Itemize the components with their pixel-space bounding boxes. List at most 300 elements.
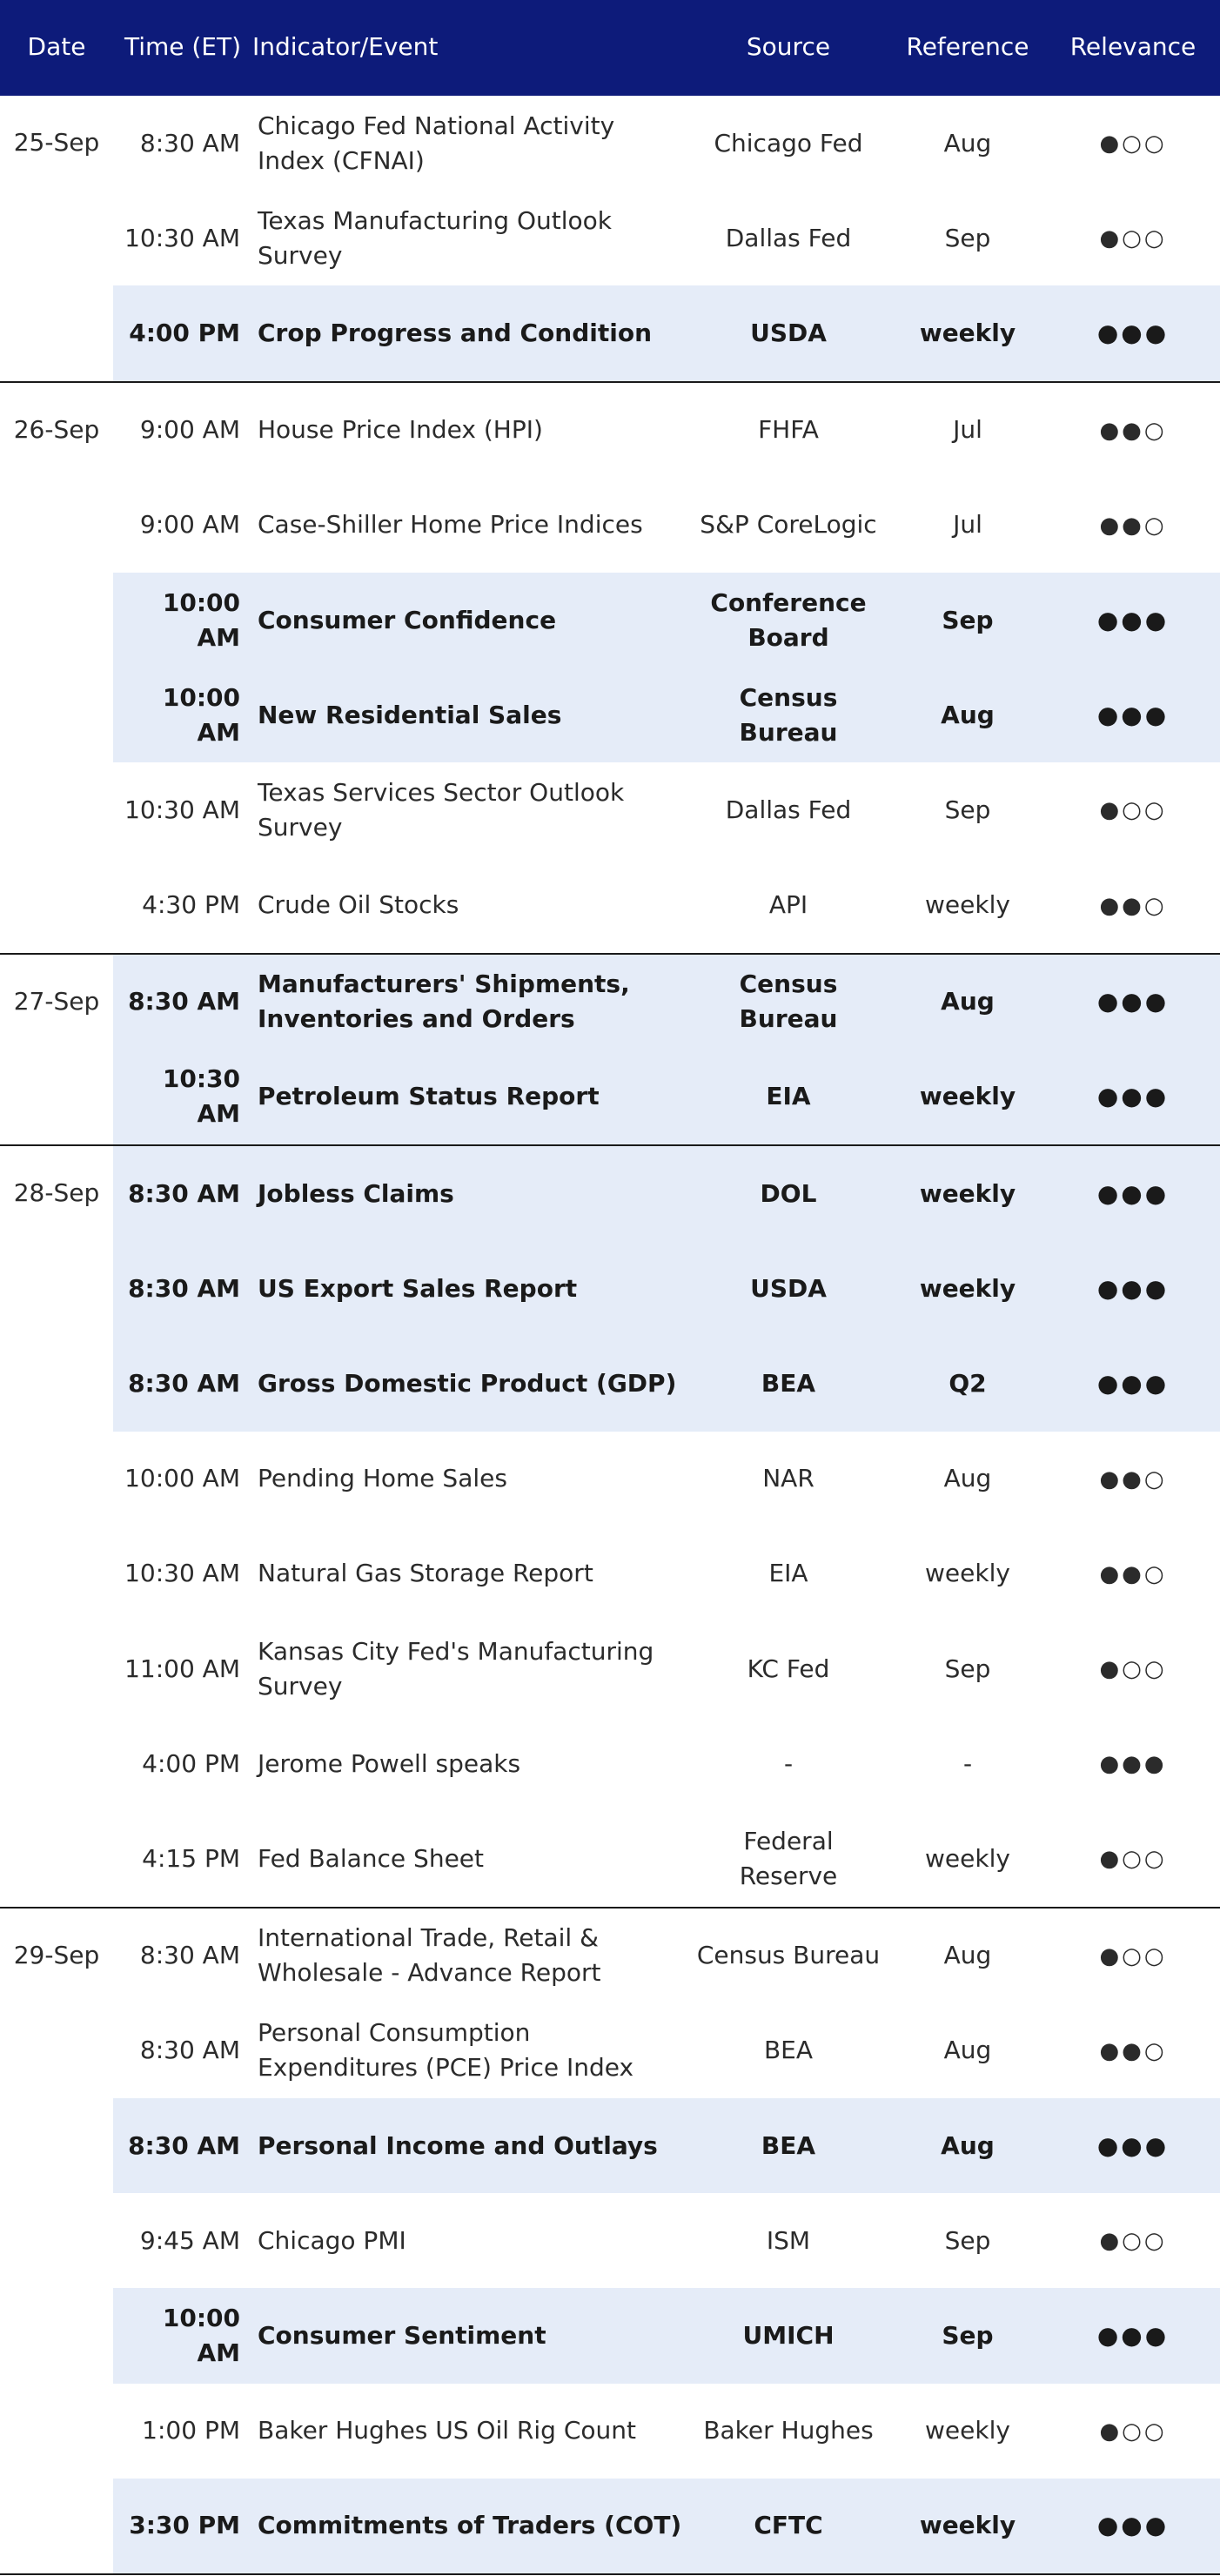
event-cell-text: Kansas City Fed's Manufacturing Survey xyxy=(258,1636,654,1701)
event-cell xyxy=(252,95,687,191)
reference-cell-text: Sep xyxy=(944,2225,991,2255)
header-reference: Reference xyxy=(889,0,1046,95)
relevance-dots: ●●● xyxy=(1099,1751,1167,1778)
event-cell-text: International Trade, Retail & Wholesale - Advance Report xyxy=(258,1923,601,1988)
reference-cell-text: Aug xyxy=(943,1464,992,1493)
relevance-cell xyxy=(1046,2479,1220,2574)
source-cell-text: API xyxy=(768,890,808,920)
table-row xyxy=(0,2098,1220,2193)
reference-cell-text: Aug xyxy=(943,1941,992,1970)
date-cell xyxy=(0,478,113,573)
header-time: Time (ET) xyxy=(113,0,252,95)
time-cell-text: 8:30 AM xyxy=(128,1369,240,1399)
time-cell-text: 8:30 AM xyxy=(128,1273,240,1303)
event-cell-text: Chicago PMI xyxy=(258,2225,406,2255)
table-row xyxy=(0,2193,1220,2288)
date-cell xyxy=(0,2193,113,2288)
table-row xyxy=(0,1145,1220,1241)
relevance-dots: ●●● xyxy=(1096,1178,1170,1208)
table-row xyxy=(0,1811,1220,1907)
table-row xyxy=(0,2384,1220,2479)
source-cell-text: USDA xyxy=(750,318,827,347)
event-cell-text: Chicago Fed National Activity Index (CFNAI) xyxy=(258,111,615,175)
source-cell-text: Census Bureau xyxy=(696,1941,881,1970)
source-cell-text: Census Bureau xyxy=(739,969,838,1034)
relevance-dots: ●○○ xyxy=(1099,1942,1167,1969)
header-row xyxy=(0,0,1220,95)
time-cell-text: 8:30 AM xyxy=(128,987,240,1016)
table-row xyxy=(0,1432,1220,1526)
reference-cell-text: weekly xyxy=(925,2416,1010,2445)
time-cell-text: 10:30 AM xyxy=(124,1559,240,1588)
time-cell xyxy=(113,573,252,667)
date-cell xyxy=(0,1908,113,2003)
reference-cell xyxy=(889,478,1046,573)
reference-cell xyxy=(889,285,1046,381)
source-cell xyxy=(687,1145,889,1241)
event-cell-text: Commitments of Traders (COT) xyxy=(258,2511,682,2540)
reference-cell xyxy=(889,2193,1046,2288)
relevance-dots: ●○○ xyxy=(1099,131,1167,158)
time-cell-text: 4:00 PM xyxy=(129,318,240,347)
reference-cell xyxy=(889,1811,1046,1907)
event-cell-text: Jerome Powell speaks xyxy=(258,1748,521,1778)
header-event: Indicator/Event xyxy=(252,0,687,95)
source-cell-text: KC Fed xyxy=(747,1654,830,1683)
date-cell xyxy=(0,1621,113,1716)
source-cell-text: - xyxy=(783,1748,794,1778)
relevance-cell xyxy=(1046,1811,1220,1907)
event-cell-text: Consumer Confidence xyxy=(258,605,557,634)
source-cell xyxy=(687,2384,889,2479)
time-cell-text: 8:30 AM xyxy=(139,2036,240,2065)
event-cell-text: Gross Domestic Product (GDP) xyxy=(258,1369,677,1399)
source-cell xyxy=(687,478,889,573)
reference-cell xyxy=(889,762,1046,857)
relevance-cell xyxy=(1046,1336,1220,1431)
date-cell xyxy=(0,1145,113,1241)
source-cell xyxy=(687,1811,889,1907)
relevance-dots: ●○○ xyxy=(1099,1846,1167,1873)
reference-cell-text: Jul xyxy=(953,415,982,445)
reference-cell-text: Sep xyxy=(944,1654,991,1683)
table-row xyxy=(0,2003,1220,2098)
event-cell-text: Jobless Claims xyxy=(258,1178,454,1208)
time-cell-text: 8:30 AM xyxy=(139,1941,240,1970)
relevance-dots: ●●● xyxy=(1096,1082,1170,1111)
event-cell xyxy=(252,762,687,857)
reference-cell xyxy=(889,1336,1046,1431)
event-cell xyxy=(252,573,687,667)
time-cell xyxy=(113,1432,252,1526)
time-cell xyxy=(113,954,252,1050)
source-cell xyxy=(687,2288,889,2383)
date-cell-text: 27-Sep xyxy=(13,986,100,1016)
relevance-cell xyxy=(1046,285,1220,381)
event-cell-text: Fed Balance Sheet xyxy=(258,1843,484,1873)
date-cell xyxy=(0,382,113,478)
time-cell xyxy=(113,1716,252,1811)
reference-cell xyxy=(889,954,1046,1050)
reference-cell-text: Sep xyxy=(942,2320,994,2350)
event-cell-text: Texas Manufacturing Outlook Survey xyxy=(258,205,612,270)
time-cell-text: 10:00 AM xyxy=(162,682,240,747)
time-cell-text: 10:30 AM xyxy=(162,1064,240,1129)
table-row xyxy=(0,1336,1220,1431)
table-row xyxy=(0,1716,1220,1811)
time-cell-text: 8:30 AM xyxy=(128,2130,240,2160)
event-cell xyxy=(252,1716,687,1811)
reference-cell xyxy=(889,2003,1046,2098)
relevance-cell xyxy=(1046,1908,1220,2003)
event-cell xyxy=(252,2384,687,2479)
source-cell-text: FHFA xyxy=(758,415,819,445)
source-cell xyxy=(687,667,889,762)
reference-cell xyxy=(889,1716,1046,1811)
relevance-dots: ●●● xyxy=(1096,2511,1170,2540)
time-cell-text: 4:00 PM xyxy=(142,1748,240,1778)
relevance-cell xyxy=(1046,858,1220,954)
date-cell xyxy=(0,1336,113,1431)
date-cell xyxy=(0,1432,113,1526)
date-cell xyxy=(0,1811,113,1907)
relevance-dots: ●●● xyxy=(1096,1273,1170,1303)
time-cell xyxy=(113,2098,252,2193)
source-cell-text: CFTC xyxy=(754,2511,823,2540)
relevance-cell xyxy=(1046,2288,1220,2383)
table-row xyxy=(0,1526,1220,1621)
event-cell-text: Personal Consumption Expenditures (PCE) Price Index xyxy=(258,2018,634,2083)
relevance-dots: ●●○ xyxy=(1099,1466,1167,1493)
relevance-cell xyxy=(1046,382,1220,478)
reference-cell xyxy=(889,191,1046,285)
table-header xyxy=(0,0,1220,95)
date-cell-text: 26-Sep xyxy=(13,414,100,444)
time-cell xyxy=(113,1526,252,1621)
source-cell-text: BEA xyxy=(763,2036,814,2065)
source-cell xyxy=(687,1336,889,1431)
table-row xyxy=(0,858,1220,954)
event-cell-text: Consumer Sentiment xyxy=(258,2320,546,2350)
source-cell xyxy=(687,1621,889,1716)
relevance-dots: ●○○ xyxy=(1099,2418,1167,2445)
source-cell xyxy=(687,2098,889,2193)
reference-cell xyxy=(889,1621,1046,1716)
source-cell-text: Federal Reserve xyxy=(739,1826,838,1890)
relevance-dots: ●●● xyxy=(1096,700,1170,729)
table-row xyxy=(0,954,1220,1050)
reference-cell xyxy=(889,1526,1046,1621)
source-cell xyxy=(687,95,889,191)
time-cell xyxy=(113,1811,252,1907)
source-cell xyxy=(687,954,889,1050)
relevance-dots: ●●○ xyxy=(1099,2037,1167,2064)
table-row xyxy=(0,2288,1220,2383)
relevance-cell xyxy=(1046,2098,1220,2193)
reference-cell-text: weekly xyxy=(925,890,1010,920)
time-cell-text: 9:00 AM xyxy=(139,415,240,445)
event-cell xyxy=(252,2479,687,2574)
event-cell xyxy=(252,1908,687,2003)
time-cell-text: 10:00 AM xyxy=(162,2303,240,2367)
reference-cell-text: Aug xyxy=(943,128,992,158)
reference-cell xyxy=(889,573,1046,667)
time-cell xyxy=(113,2003,252,2098)
date-cell xyxy=(0,1716,113,1811)
header-source: Source xyxy=(687,0,889,95)
source-cell xyxy=(687,1241,889,1336)
source-cell xyxy=(687,762,889,857)
event-cell-text: Crude Oil Stocks xyxy=(258,890,459,920)
source-cell xyxy=(687,2479,889,2574)
date-cell xyxy=(0,191,113,285)
source-cell xyxy=(687,382,889,478)
relevance-dots: ●●● xyxy=(1096,318,1170,347)
date-cell xyxy=(0,667,113,762)
event-cell xyxy=(252,1526,687,1621)
date-cell-text: 25-Sep xyxy=(13,128,100,157)
date-cell xyxy=(0,954,113,1050)
time-cell xyxy=(113,2479,252,2574)
source-cell-text: NAR xyxy=(762,1464,814,1493)
source-cell-text: Census Bureau xyxy=(739,682,838,747)
reference-cell xyxy=(889,667,1046,762)
time-cell-text: 11:00 AM xyxy=(124,1654,240,1683)
time-cell-text: 10:30 AM xyxy=(124,223,240,252)
relevance-cell xyxy=(1046,762,1220,857)
date-cell xyxy=(0,2288,113,2383)
source-cell xyxy=(687,1050,889,1145)
time-cell xyxy=(113,858,252,954)
time-cell xyxy=(113,95,252,191)
date-cell xyxy=(0,762,113,857)
table-row xyxy=(0,382,1220,478)
date-cell xyxy=(0,1050,113,1145)
source-cell xyxy=(687,285,889,381)
date-cell xyxy=(0,95,113,191)
event-cell-text: House Price Index (HPI) xyxy=(258,415,543,445)
reference-cell-text: Aug xyxy=(941,700,995,729)
event-cell xyxy=(252,1241,687,1336)
time-cell xyxy=(113,382,252,478)
event-cell-text: New Residential Sales xyxy=(258,700,562,729)
reference-cell-text: weekly xyxy=(919,1082,1016,1111)
relevance-cell xyxy=(1046,1241,1220,1336)
time-cell-text: 10:30 AM xyxy=(124,795,240,824)
source-cell-text: USDA xyxy=(750,1273,827,1303)
date-cell xyxy=(0,858,113,954)
reference-cell xyxy=(889,382,1046,478)
table-row xyxy=(0,1621,1220,1716)
header-relevance: Relevance xyxy=(1046,0,1220,95)
reference-cell-text: Aug xyxy=(941,987,995,1016)
time-cell-text: 3:30 PM xyxy=(129,2511,240,2540)
table-row xyxy=(0,667,1220,762)
source-cell xyxy=(687,1716,889,1811)
time-cell xyxy=(113,1050,252,1145)
relevance-cell xyxy=(1046,2003,1220,2098)
relevance-dots: ●●● xyxy=(1096,2320,1170,2350)
relevance-cell xyxy=(1046,1050,1220,1145)
table-body xyxy=(0,95,1220,2574)
relevance-dots: ●●● xyxy=(1096,605,1170,634)
relevance-cell xyxy=(1046,954,1220,1050)
date-cell xyxy=(0,1526,113,1621)
reference-cell xyxy=(889,2098,1046,2193)
event-cell xyxy=(252,478,687,573)
time-cell-text: 4:30 PM xyxy=(142,890,240,920)
reference-cell-text: Sep xyxy=(944,223,991,252)
time-cell-text: 9:45 AM xyxy=(139,2225,240,2255)
source-cell-text: DOL xyxy=(760,1178,817,1208)
reference-cell-text: Aug xyxy=(941,2130,995,2160)
relevance-dots: ●●○ xyxy=(1099,512,1167,539)
reference-cell xyxy=(889,1145,1046,1241)
reference-cell-text: Aug xyxy=(943,2036,992,2065)
relevance-cell xyxy=(1046,2193,1220,2288)
event-cell-text: Natural Gas Storage Report xyxy=(258,1559,593,1588)
reference-cell xyxy=(889,2288,1046,2383)
event-cell-text: Manufacturers' Shipments, Inventories and Orders xyxy=(258,969,630,1034)
event-cell xyxy=(252,858,687,954)
event-cell-text: Baker Hughes US Oil Rig Count xyxy=(258,2416,636,2445)
reference-cell xyxy=(889,1241,1046,1336)
event-cell xyxy=(252,1145,687,1241)
event-cell xyxy=(252,954,687,1050)
relevance-dots: ●●○ xyxy=(1099,417,1167,444)
relevance-cell xyxy=(1046,1432,1220,1526)
time-cell-text: 10:00 AM xyxy=(162,587,240,652)
table-row xyxy=(0,2479,1220,2574)
date-cell xyxy=(0,2384,113,2479)
source-cell-text: Chicago Fed xyxy=(714,128,863,158)
time-cell xyxy=(113,1621,252,1716)
time-cell xyxy=(113,667,252,762)
reference-cell-text: Q2 xyxy=(949,1369,987,1399)
date-cell xyxy=(0,2003,113,2098)
source-cell-text: Dallas Fed xyxy=(725,223,852,252)
reference-cell-text: Sep xyxy=(942,605,994,634)
relevance-dots: ●●○ xyxy=(1099,892,1167,919)
relevance-dots: ●●● xyxy=(1096,2130,1170,2160)
relevance-dots: ●○○ xyxy=(1099,1656,1167,1683)
source-cell-text: EIA xyxy=(766,1082,811,1111)
time-cell xyxy=(113,1908,252,2003)
table-row xyxy=(0,1050,1220,1145)
relevance-cell xyxy=(1046,1145,1220,1241)
date-cell xyxy=(0,285,113,381)
relevance-dots: ●●● xyxy=(1096,1369,1170,1399)
source-cell xyxy=(687,1432,889,1526)
source-cell xyxy=(687,2003,889,2098)
event-cell-text: Petroleum Status Report xyxy=(258,1082,600,1111)
source-cell xyxy=(687,573,889,667)
relevance-cell xyxy=(1046,1716,1220,1811)
time-cell xyxy=(113,478,252,573)
source-cell-text: S&P CoreLogic xyxy=(700,510,877,540)
relevance-cell xyxy=(1046,1621,1220,1716)
reference-cell-text: - xyxy=(962,1748,973,1778)
reference-cell-text: weekly xyxy=(919,1178,1016,1208)
relevance-dots: ●○○ xyxy=(1099,2228,1167,2255)
reference-cell-text: Sep xyxy=(944,795,991,824)
relevance-cell xyxy=(1046,1526,1220,1621)
date-cell xyxy=(0,2098,113,2193)
relevance-cell xyxy=(1046,2384,1220,2479)
date-cell xyxy=(0,1241,113,1336)
time-cell-text: 8:30 AM xyxy=(139,128,240,158)
time-cell xyxy=(113,2384,252,2479)
reference-cell-text: weekly xyxy=(919,1273,1016,1303)
reference-cell-text: weekly xyxy=(919,318,1016,347)
relevance-cell xyxy=(1046,95,1220,191)
reference-cell xyxy=(889,1432,1046,1526)
time-cell xyxy=(113,1241,252,1336)
time-cell-text: 9:00 AM xyxy=(139,510,240,540)
reference-cell xyxy=(889,1050,1046,1145)
reference-cell xyxy=(889,2384,1046,2479)
time-cell xyxy=(113,2193,252,2288)
event-cell xyxy=(252,2193,687,2288)
table-row xyxy=(0,762,1220,857)
reference-cell xyxy=(889,1908,1046,2003)
table-row xyxy=(0,191,1220,285)
table-row xyxy=(0,1908,1220,2003)
event-cell-text: Personal Income and Outlays xyxy=(258,2130,658,2160)
reference-cell-text: Jul xyxy=(953,510,982,540)
time-cell xyxy=(113,1336,252,1431)
relevance-dots: ●●● xyxy=(1096,987,1170,1016)
time-cell xyxy=(113,1145,252,1241)
event-cell xyxy=(252,1621,687,1716)
relevance-cell xyxy=(1046,191,1220,285)
event-cell xyxy=(252,2098,687,2193)
reference-cell-text: weekly xyxy=(925,1843,1010,1873)
header-date: Date xyxy=(0,0,113,95)
time-cell xyxy=(113,762,252,857)
source-cell-text: Conference Board xyxy=(710,587,867,652)
event-cell-text: Crop Progress and Condition xyxy=(258,318,653,347)
date-cell-text: 29-Sep xyxy=(13,1940,100,1969)
event-cell xyxy=(252,382,687,478)
source-cell-text: UMICH xyxy=(742,2320,835,2350)
source-cell-text: ISM xyxy=(766,2225,811,2255)
event-cell-text: Case-Shiller Home Price Indices xyxy=(258,510,643,540)
source-cell xyxy=(687,1526,889,1621)
date-cell xyxy=(0,573,113,667)
event-cell xyxy=(252,191,687,285)
event-cell xyxy=(252,1811,687,1907)
time-cell-text: 10:00 AM xyxy=(124,1464,240,1493)
event-cell xyxy=(252,2288,687,2383)
date-cell xyxy=(0,2479,113,2574)
relevance-cell xyxy=(1046,667,1220,762)
relevance-dots: ●●○ xyxy=(1099,1560,1167,1587)
source-cell-text: Dallas Fed xyxy=(725,795,852,824)
time-cell xyxy=(113,2288,252,2383)
event-cell xyxy=(252,1432,687,1526)
reference-cell-text: weekly xyxy=(925,1559,1010,1588)
event-cell-text: US Export Sales Report xyxy=(258,1273,578,1303)
source-cell xyxy=(687,2193,889,2288)
time-cell xyxy=(113,285,252,381)
relevance-cell xyxy=(1046,478,1220,573)
reference-cell xyxy=(889,95,1046,191)
event-cell xyxy=(252,1336,687,1431)
source-cell-text: BEA xyxy=(761,1369,816,1399)
table-row xyxy=(0,1241,1220,1336)
table-row xyxy=(0,285,1220,381)
